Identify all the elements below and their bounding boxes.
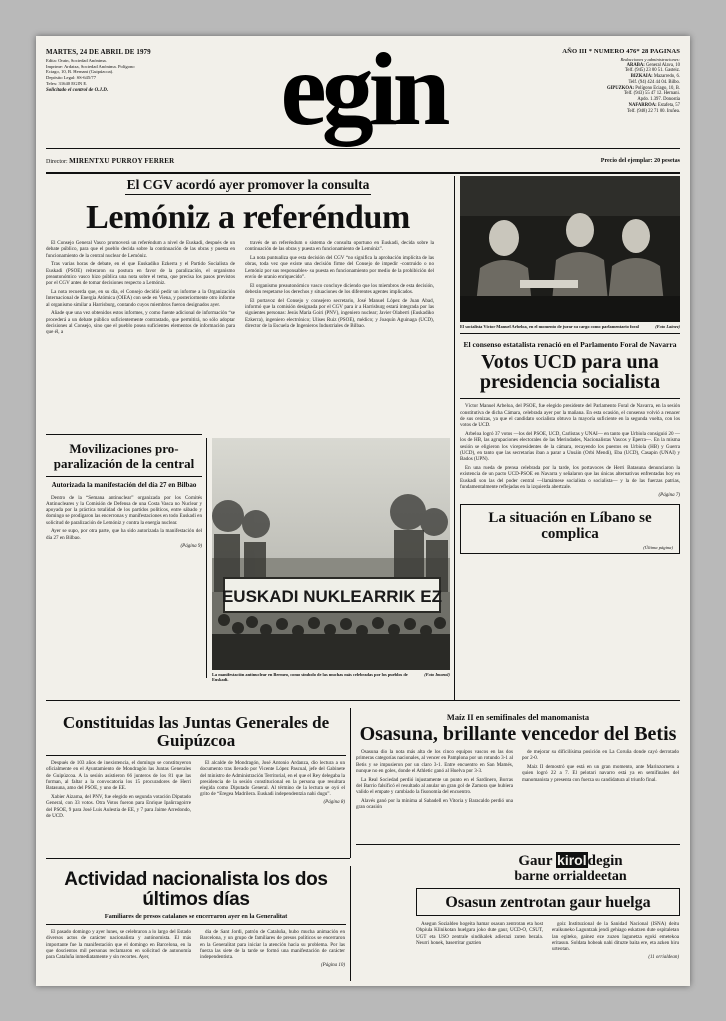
office-list [460,63,680,115]
paragraph: Dentro de la “Semana antinuclear” organizada por los Comités Antinucleares y la Comisión de Defensa de una Costa Vasca no Nuclear y apoyada por la práctica totalidad de los partidos políticos, entre sábado y domingo se prodigaron las encerronas y manifestaciones en todo Euskadi en solicitud de paralización de Lemóniz y contra la energía nuclear. [46,494,202,526]
photo-artwork [212,438,450,670]
office-address: General Alava, 10 [646,62,680,68]
movilizaciones-story [46,438,202,549]
kirol-line-1 [461,852,680,869]
navarra-body [460,403,680,490]
divider [460,398,680,399]
office-region: GIPUZKOA: [606,85,635,91]
divider [46,924,346,925]
divider [46,172,680,174]
masthead-offices-block [460,48,680,115]
column-divider [206,438,207,678]
kirol-promo[interactable] [461,852,680,884]
osasuna-headline: Osasuna, brillante vencedor del Betis [359,723,677,745]
director-name: MIRENTXU PURROY FERRER [69,157,175,165]
main-photo [212,438,450,670]
lead-kicker: El CGV acordó ayer promover la consulta [125,177,372,195]
section-divider [46,700,680,701]
office-extra: Apdo. 1.397. Donostia [637,97,680,103]
osasun-columns [416,921,680,961]
actividad-subhead: Familiares de presos catalanes se encerraron ayer en la Generalitat [104,913,288,920]
office-region: BIZKAIA: [630,74,653,80]
paragraph: día de Sant Jordi, patrón de Cataluña, hubo mucha animación en Barcelona, y un grupo de familiares de presos políticos se encerraron en la Generalitat para iniciar la atención hacia su problema. Por las fuerza las siete de la tarde se formó una manifestación de carácter independentista. [200,929,345,961]
office-region: NAFARROA: [628,103,657,109]
paragraph: Víctor Manuel Arbeloa, del PSOE, fue elegido presidente del Parlamento Foral de Navarra, en la sesión constitutiva de dicha Cámara, celebrada ayer por la mañana. En esta ocasión, el consenso volvió a renacer de sus cenizas, ya que el candidato socialista obtuvo la mayoría suficiente en la segunda vuelta, con los votos de UCD. [460,403,680,429]
section-divider [46,434,202,435]
divider [460,333,680,334]
director-label: Director: [46,159,68,165]
navarra-pageref: (Página 7) [658,492,680,498]
paragraph: Osasuna dio la nota más alta de los cinco equipos vascos en las dos primeras categorías nacionales, al vencer en Pamplona por un rotundo 3-1 al Betis y se impusieron por un claro 3-1. Entre encuentro en San Mamés, nunque no en goles, donde el Athletic ganó al Huelva por 3-3. [356,749,513,774]
main-photo-block [212,438,450,683]
paragraph: En una rueda de prensa celebrada por la tarde, los portavoces de Herri Batasuna denunciaron la existencia de un pacto UCD-PSOE en Navarra y señalaron que las únicas alternativas enfrentadas hoy en Euskadi son las del poder central —llamámese socialista o socialista— y la de las fuerzas patrias, fundamentalmente reflejadas en la izquierda abertzale. [460,465,680,490]
osasuna-story [356,708,680,813]
masthead-divider-top [46,148,680,149]
ojd-notice: Solicitado el control de O.J.D. [46,88,109,94]
divider [46,755,346,756]
osasun-column-2 [552,921,679,961]
libano-box [460,504,680,554]
juntas-pageref: (Página 8) [323,800,345,806]
office-address: Polígono Eciago, 10, B. [635,85,680,91]
paragraph: El organismo preautonómico vasco concluye diciendo que los miembros de esta decisión, deberán respetarse los derechos y situaciones de los diferentes agentes implicados. [245,282,434,296]
lead-column-2 [245,240,434,338]
actividad-column-2 [200,929,345,969]
juntas-column-1 [46,760,191,822]
movilizaciones-headline: Movilizaciones pro-paralización de la central [53,441,195,471]
kirol-line-2: barne orrialdeetan [514,869,627,884]
newspaper-front-page [36,36,690,986]
photo-artwork [460,176,680,322]
photo-credit: (Foto Imanol) [424,672,450,677]
actividad-pageref: (Página 10) [320,962,345,968]
paragraph: Alavés ganó por la mínima al Sabadell en Vitoria y Baracaldo perdió una gran ocasión [356,798,513,811]
offices-label: Redacciones y administraciones: [620,56,680,62]
paragraph: Arbeloa logró 37 votos —los del PSOE, UCD, Carlistas y UNAI— en tanto que Urbiola consiguió 20 —los de HB, las agrupaciones electorales de las Merindades, Nacionalistas Vascos y Eperra—. En la misma sesión se eligieron los vicepresidentes de la cámara, recayendo los puestos en Urbiola (HB) y Guerra (UCD), en tanto que las secretarías iban a parar a Unsáin (Orbi Mendi), Eba (UCD), Casapin (UNAI) y Bados (UPN). [460,431,680,463]
caption-text: La manifestación antinuclear en Bermeo, como símbolo de las muchas más celebradas por los pueblos de Euskadi. [212,672,408,683]
paragraph: Después de 103 años de inexistencia, el domingo se constituyeron oficialmente en el Ayuntamiento de Mondragón las Juntas Generales de Guipúzcoa. A la sesión asistieron 66 junteros de los 81 que las forman, al faltar a la convocatoria los 15 procuradores de Herri Batasuna, amo del PSOE, y uno de EE. [46,760,191,792]
paragraph: Tras varias horas de debate, en el que Euskadiko Ezkerra y el Partido Socialista de Euskadi (PSOE) reiteraron su postura en favor de la paralización, el organismo preautonómico vasco hizo pública una nota sobre el tema, que precisa los pasos previstos por el CGV antes de tomar decisiones respecto a Lemóniz. [46,261,235,287]
office-address: Mazarredo, 6. [653,74,680,80]
main-photo-caption [212,672,450,683]
imprint-line: Eciago, 10, B. Hernani (Guipúzcoa). [46,69,114,75]
osasun-story [416,888,680,961]
caption-text: El socialista Víctor Manuel Arbeloa, en el momento de jurar su cargo como parlamentario foral [460,324,639,329]
actividad-story [46,864,346,969]
divider [46,476,202,477]
column-divider [350,866,351,981]
paragraph: Xabier Aizarna, del PNV, fue elegido en segunda votación Diputado General, con 33 votos. Otra Votos fueron para Enrique Ipañrragoirre del PSOE, 9 para José Luis Aulestia de EE, y 7 para Jaime Arredondo, de UCD. [46,793,191,819]
navarra-headline: Votos UCD para una presidencia socialista [479,351,661,394]
office-phone: Telf. (94) 424 44 04. Bilbo. [628,79,680,85]
osasun-headline: Osasun zentrotan gaur huelga [445,894,651,911]
paragraph: Ayer se supo, por otra parte, que ha sido autorizada la manifestación del día 27 en Bilbao. [46,528,202,541]
paragraph: El alcalde de Mondragón, José Antonio Ardanza, dio lectura a un documento tras llevado por Vicente López Pascual, jefe del Gabinete del ministro de Administración Territorial, en el que el Rey delegaba la presidencia de la sesión constitucional en la persona que resultara elegida como Diputado General. Al término de la lectura se oyó el grito de “Eregea Madrilera. Euskadi independentzia nahi dugu”. [200,760,345,798]
movilizaciones-body [46,495,202,542]
office-phone: Telf. (943) 55 47 12. Hernani. [623,91,680,97]
osasuna-column-2 [522,749,679,813]
juntas-headline: Constituidas las Juntas Generales de Guipúzcoa [62,713,330,750]
actividad-columns [46,929,346,969]
paragraph: Añade que una vez obtenidos estos informes, y como fuente adicional de información “se procederá a un debate público suficientemente contrastado, que permitirá, no sólo adoptar decisiones al Consejo, sino que el pueblo posea suficientes elementos de información para que él, a [46,310,235,336]
osasuna-columns [356,749,680,813]
paragraph: La Real Sociedad perdió injustamente un punto en el Sardinero, Borras del Barrio falsificó el resultado al anular un gran gol de Zamora que hubiera valido el empate y cambiado la fisonomía del encuentro. [356,776,513,796]
kirol-prefix: Gaur [518,853,557,869]
kirol-suffix: degin [587,853,623,869]
egin-logo: egin [280,36,446,147]
column-divider [350,708,351,858]
photo-credit: (Foto Lainez) [655,324,680,329]
section-divider [46,858,350,859]
paragraph: través de un referéndum o sistema de consulta oportuno en Euskadi, decida sobre la continuación de las obras y puesta en funcionamiento de Lemóniz”. [245,240,434,253]
kirol-highlight: kirol [557,852,587,868]
dateline: MARTES, 24 DE ABRIL DE 1979 [46,48,151,56]
imprint-line: Telex: 31640 EGIN E. [46,80,88,86]
actividad-column-1 [46,929,191,969]
lead-column-1 [46,240,235,338]
content-area [46,176,680,981]
movilizaciones-subhead: Autorizada la manifestación del día 27 en Bilbao [51,481,197,489]
director-line [46,157,174,165]
masthead-imprint-block [46,48,256,93]
navarra-story [460,176,680,554]
masthead [46,36,680,174]
lead-headline: Lemóniz a referéndum [86,199,410,236]
office-phone: Telf. (948) 22 71 00. Iruñea. [626,108,680,114]
banner-text-glyph: EUSKADI NUKLEARRIK EZ [221,587,443,606]
osasun-column-1 [416,921,543,961]
office-phone: Telf. (945) 23 00 51. Gasteiz. [624,68,680,74]
actividad-headline: Actividad nacionalista los dos últimos días [64,869,328,910]
divider [46,148,680,149]
masthead-divider-bottom [46,172,680,174]
price-label: Precio del ejemplar: 20 pesetas [600,158,680,164]
navarra-photo [460,176,680,322]
juntas-story [46,708,346,822]
imprint-line: Imprime: Ardatza, Sociedad Anónima. Polígono [46,63,135,69]
paragraph: La nota puntualiza que esta decisión del CGV “no significa la aprobación implícita de las obras, toda vez que existe una decisión firme del Consejo de impedir -contruido o no Lemóniz por sus responsables- su puesta en funcionamiento por medio de la prohibición del envío de uranio enriquecido”. [245,255,434,280]
office-address: Estafeta, 57 [657,103,680,109]
osasun-headline-box [416,888,680,916]
office-region: ARABA: [626,62,645,68]
movilizaciones-pageref: (Página 9) [180,543,202,549]
paragraph: Asegun Sozialdeo hogeita hamar osasun zentrotan eta host Ohpiula Klinikotan huelgara joko dute gaur, UCD-O, CSUT, UGT eta USO zentrale sindikalek adierazi zuten bezala. Neurri honek, baserritar guztien [416,921,543,946]
lead-kicker-wrap [46,176,450,195]
imprint-lines [46,58,256,87]
lead-story [46,176,450,338]
libano-pageref: (Última página) [643,544,673,550]
paragraph: La nota recuerda que, en su día, el Consejo decidió pedir un informe a la Organización Internacional de Energía Atómica (OIEA) con sede en Viena, y posteriormente otro informe al organismo similar a Harrisburg, contando cuyos miembros fueron designados ayer. [46,289,235,308]
column-divider [454,176,455,700]
imprint-line: Edita: Orain, Sociedad Anónima. [46,58,107,63]
navarra-subhead: El consenso estatalista renació en el Parlamento Foral de Navarra [463,340,677,350]
lead-columns [46,240,450,338]
osasuna-subhead: Maíz II en semifinales del manomanista [446,713,590,722]
paragraph: goiz Instituzional de la Sanidad Nacional (ISNA) deitu eraikuneko Laguntzak jendi gehiago eskatzen dute ospitaletan lan egiteko, gainez eze zuzen lagunetza egoki emetekoa eritasun. Soldata hobeak nahi dituzte baita ere, eta azken hiru urteotan. [552,921,679,953]
paragraph: El portavoz del Consejo y consejero secretario, José Manuel López de Juan Abad, informó que la comisión designada por el CGV para ir a Harrisburg estará integrada por las siguientes personas: Jesús María Goiri (PNV), ingeniero nuclear; Javier Olaberri (Euskadiko Ezkerra), ingeniero electrónico; Ulises Ruiz (PSOE), médico; y Joaquín Aguinaga (UCD), director de la Escuela de Ingenieros Industriales de Bilbao. [245,297,434,330]
juntas-column-2 [200,760,345,822]
issue-info: AÑO III * NUMERO 476* 28 PAGINAS [562,48,680,55]
juntas-columns [46,760,346,822]
osasuna-column-1 [356,749,513,813]
navarra-photo-caption [460,324,680,329]
director-bar [46,152,680,170]
paragraph: Maíz II demostró que está en un gran momento, ante Marinzornetu a quien logró 22 a 7. El pelotari navarro está ya en semifinales del manomanista y presenta con fuerza su candidatura al triunfo final. [522,764,679,783]
libano-headline: La situación en Líbano se complica [488,509,652,542]
section-divider [356,844,680,845]
osasun-pageref: (11 orrialdean) [648,954,679,960]
paragraph: El pasado domingo y ayer lunes, se celebraron a lo largo del Estado diversos actos de carácter nacionalista y autónomista. El más importante fue la manifestación que el domingo en Barcelona, en la que doscientos mil personas reclamaron en solicitud de autonomía para Cataluña inmediatamente y sin recortes. Ayer, [46,929,191,961]
paragraph: El Consejo General Vasco promoverá un referéndum a nivel de Euskadi, después de un debate público, para que el pueblo decida sobre la continuación de las obras y puesta en funcionamiento de la central nuclear de Lemóniz. [46,240,235,259]
imprint-line: Depósito Legal: SS-645/77 [46,75,97,81]
paragraph: de mejorar su dificilísima posición en La Coruña donde cayó derrotado por 2-0. [522,749,679,762]
